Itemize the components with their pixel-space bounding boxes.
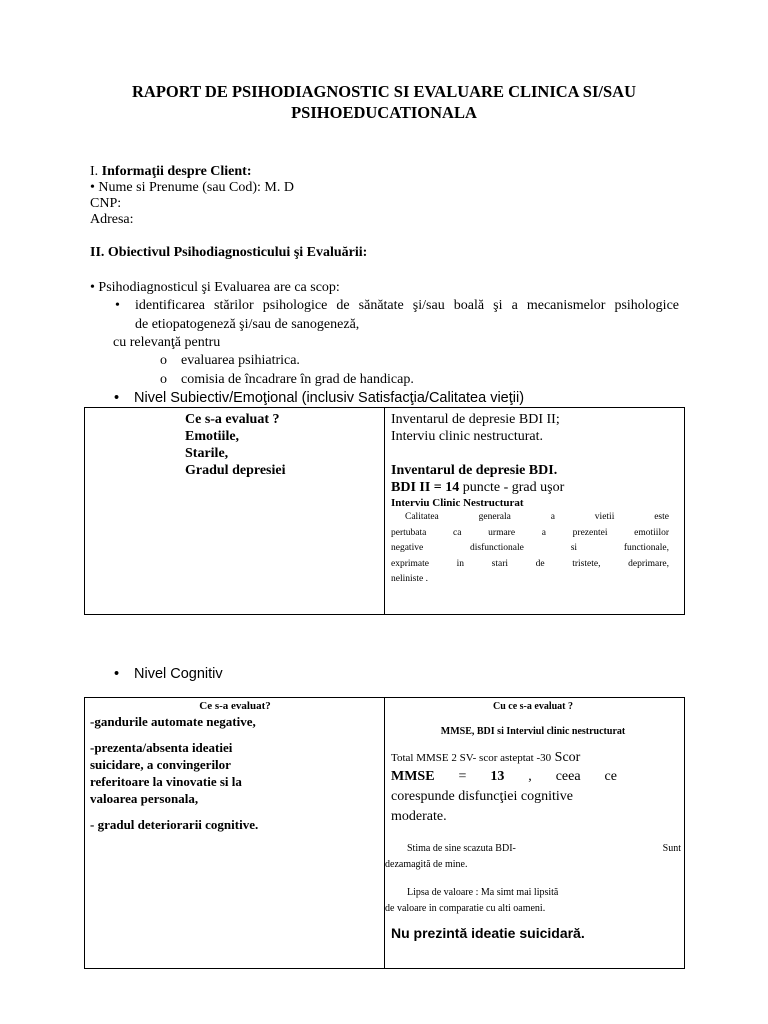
self-esteem-note xyxy=(385,841,681,873)
interview-paragraph-line-2: pertubata ca urmare a prezentei emotiilor xyxy=(391,527,669,538)
report-title-line-2: PSIHOEDUCATIONALA xyxy=(291,103,477,122)
cognitive-right-cell xyxy=(385,698,685,969)
client-cnp-line: CNP: xyxy=(90,196,122,211)
sub-bullet-mark-2: o xyxy=(160,372,167,387)
sub-item-psychiatric: evaluarea psihiatrica. xyxy=(181,353,300,368)
bullet-mark: • xyxy=(115,298,120,313)
objective-bullet-line-1: identificarea stărilor psihologice de sănătate şi/sau boală şi a mecanismelor psihologice xyxy=(135,298,679,313)
emotional-right-score xyxy=(391,479,676,496)
mmse-value: 13 xyxy=(490,769,505,784)
mmse-ce: ce xyxy=(604,769,617,784)
sub-bullet-mark-1: o xyxy=(160,353,167,368)
mmse-equals: = xyxy=(458,769,467,784)
cognitive-left-cell xyxy=(85,698,385,969)
emotional-interview-paragraph xyxy=(391,510,669,588)
section-1-prefix: I. xyxy=(90,164,102,179)
emotional-left-item-1: Emotiile, xyxy=(185,429,240,444)
cognitive-item-2-line-1: -prezenta/absenta ideatiei xyxy=(90,740,233,755)
emotional-right-bdi-heading: Inventarul de depresie BDI. xyxy=(391,463,558,478)
self-esteem-text-b: Sunt xyxy=(662,843,681,854)
mmse-label: MMSE xyxy=(391,769,435,784)
interview-paragraph-line-5: neliniste . xyxy=(391,574,428,584)
bdi-score-rest: puncte - grad uşor xyxy=(459,480,565,495)
mmse-total-scor: Scor xyxy=(551,750,581,765)
cognitive-left-item-1: -gandurile automate negative, xyxy=(90,714,256,729)
mmse-line-3: moderate. xyxy=(391,809,447,824)
emotional-right-cell xyxy=(385,408,685,615)
interview-paragraph-line-3: negative disfunctionale si functionale, xyxy=(391,543,669,553)
cognitive-evaluation-table xyxy=(84,697,685,969)
section-1-heading xyxy=(90,164,252,180)
mmse-score-line xyxy=(385,767,617,787)
level-emotional-heading xyxy=(114,389,524,407)
section-1-title: Informaţii despre Client: xyxy=(101,164,252,179)
self-esteem-line-1 xyxy=(385,841,681,857)
cognitive-left-item-2 xyxy=(90,739,380,807)
cognitive-right-title: Cu ce s-a evaluat ? xyxy=(493,701,573,712)
cognitive-item-2-line-4: valoarea personala, xyxy=(90,791,199,806)
section-2-intro: • Psihodiagnosticul şi Evaluarea are ca scop: xyxy=(90,280,340,295)
cognitive-left-item-3: - gradul deteriorarii cognitive. xyxy=(90,817,259,832)
mmse-total-small: Total MMSE 2 SV- scor asteptat -30 xyxy=(391,752,552,764)
mmse-comma: , xyxy=(528,769,532,784)
report-title-line-1: RAPORT DE PSIHODIAGNOSTIC SI EVALUARE CLINICA SI/SAU xyxy=(131,82,636,101)
self-esteem-text-a: Stima de sine scazuta BDI- xyxy=(407,843,516,854)
cognitive-item-2-line-2: suicidare, a convingerilor xyxy=(90,757,231,772)
level-cognitive-title: Nivel Cognitiv xyxy=(134,666,223,682)
section-2-heading: II. Obiectivul Psihodiagnosticului şi Evaluării: xyxy=(90,245,368,260)
mmse-ceea: ceea xyxy=(555,769,581,784)
level-cognitive-bullet: • xyxy=(114,666,120,682)
client-name-line: • Nume si Prenume (sau Cod): M. D xyxy=(90,180,294,195)
emotional-right-line-2: Interviu clinic nestructurat. xyxy=(391,429,543,444)
emotional-left-title: Ce s-a evaluat ? xyxy=(185,412,280,427)
self-esteem-line-2: dezamagită de mine. xyxy=(385,859,468,870)
level-emotional-bullet: • xyxy=(114,390,120,406)
level-emotional-title: Nivel Subiectiv/Emoţional (inclusiv Satisfacţia/Calitatea vieţii) xyxy=(134,390,525,406)
emotional-left-cell xyxy=(85,408,385,615)
cognitive-item-2-line-3: referitoare la vinovatie si la xyxy=(90,774,242,789)
interview-paragraph-line-1: Calitatea generala a vietii este xyxy=(405,512,669,522)
worthlessness-line-2: de valoare in comparatie cu alti oameni. xyxy=(385,903,546,914)
worthlessness-line-1: Lipsa de valoare : Ma simt mai lipsită xyxy=(407,887,559,898)
emotional-interview-heading: Interviu Clinic Nestructurat xyxy=(391,497,524,509)
worthlessness-note xyxy=(385,885,681,917)
emotional-right-line-1: Inventarul de depresie BDI II; xyxy=(391,412,560,427)
emotional-evaluation-table xyxy=(84,407,685,615)
suicidal-ideation-conclusion: Nu prezintă ideatie suicidară. xyxy=(391,925,585,941)
mmse-total-line xyxy=(385,748,681,767)
report-title xyxy=(90,81,678,123)
client-address-line: Adresa: xyxy=(90,212,134,227)
emotional-left-item-3: Gradul depresiei xyxy=(185,463,286,478)
bdi-score-value: BDI II = 14 xyxy=(391,480,460,495)
cognitive-left-title: Ce s-a evaluat? xyxy=(199,700,271,712)
interview-paragraph-line-4: exprimate in stari de tristete, deprimare, xyxy=(391,558,669,569)
cognitive-right-methods: MMSE, BDI si Interviul clinic nestructurat xyxy=(440,726,626,737)
sub-item-handicap: comisia de încadrare în grad de handicap. xyxy=(181,372,414,387)
mmse-line-2: corespunde disfuncţiei cognitive xyxy=(391,789,573,804)
relevance-line: cu relevanţă pentru xyxy=(113,335,221,350)
objective-bullet-line-2: de etiopatogeneză şi/sau de sanogeneză, xyxy=(135,317,360,332)
emotional-left-item-2: Starile, xyxy=(185,446,229,461)
level-cognitive-heading xyxy=(114,665,223,683)
